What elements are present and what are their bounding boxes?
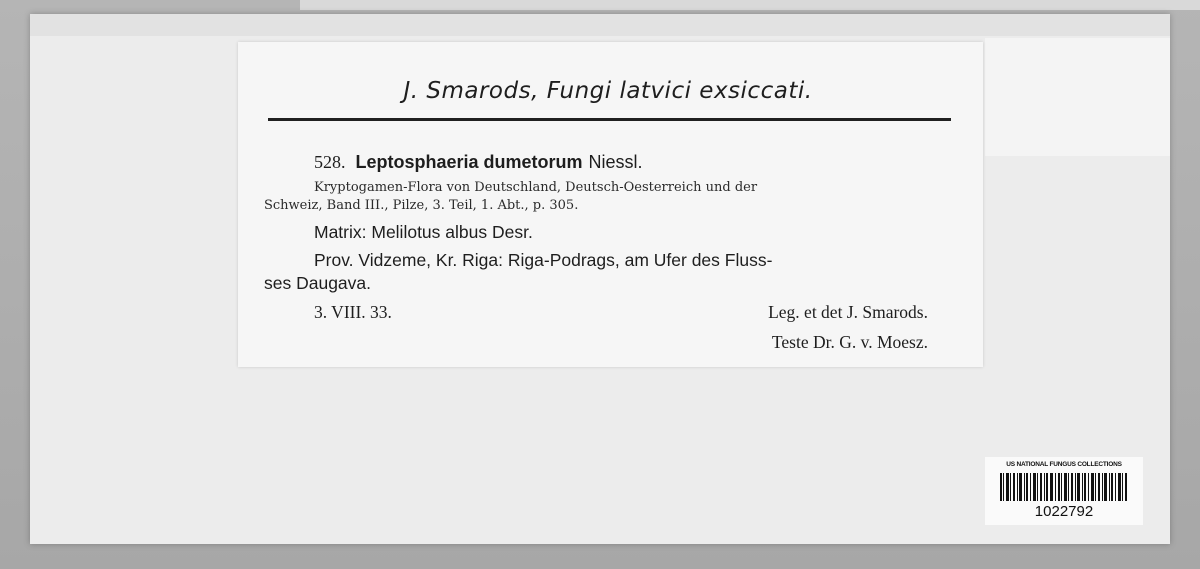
verifier-line: Teste Dr. G. v. Moesz. (771, 332, 928, 352)
reference-line-2: Schweiz, Band III., Pilze, 3. Teil, 1. Abt., p. 305. (264, 198, 579, 213)
locality-line-2: ses Daugava. (264, 273, 372, 293)
locality-line-1: Prov. Vidzeme, Kr. Riga: Riga-Podrags, am Ufer des Fluss- (314, 250, 773, 270)
barcode-header: US NATIONAL FUNGUS COLLECTIONS (1006, 461, 1122, 468)
species-name: Leptosphaeria dumetorum (355, 152, 583, 172)
collector-line: Leg. et det J. Smarods. (768, 302, 928, 322)
barcode-icon (998, 473, 1130, 501)
specimen-label (238, 42, 983, 367)
background-strip (300, 0, 1200, 10)
exsiccata-title: J. Smarods, Fungi latvici exsiccati. (403, 78, 813, 104)
packet-flap (985, 38, 1170, 156)
catalog-number: 1022792 (1034, 503, 1094, 520)
species-line (314, 152, 643, 173)
packet-fold (30, 14, 1170, 36)
title-rule (268, 118, 951, 121)
matrix-line: Matrix: Melilotus albus Desr. (314, 222, 533, 242)
reference-line-1: Kryptogamen-Flora von Deutschland, Deutsch-Oesterreich und der (314, 180, 758, 195)
species-author: Niessl. (588, 152, 643, 172)
collection-date: 3. VIII. 33. (314, 302, 392, 322)
specimen-number: 528. (314, 152, 346, 172)
barcode-label (985, 457, 1143, 525)
